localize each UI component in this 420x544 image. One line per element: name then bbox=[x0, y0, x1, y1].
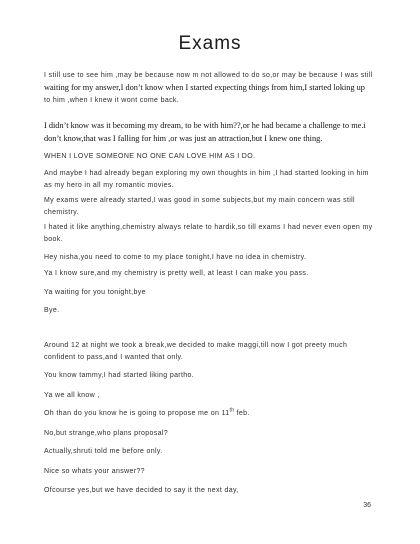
text-line: My exams were already started,I was good in some subjects,but my main concern was still bbox=[44, 197, 355, 204]
paragraph bbox=[44, 222, 380, 246]
text-line: don’t know,that was I falling for him ,or was just an attraction,but I knew one thing. bbox=[44, 133, 323, 143]
text-line: Bye. bbox=[44, 307, 60, 314]
text-line: Ofcourse yes,but we have decided to say it the next day, bbox=[44, 487, 239, 494]
line-tail: feb. bbox=[234, 410, 250, 417]
paragraph bbox=[44, 70, 380, 107]
text-line: confident to pass,and I wanted that only. bbox=[44, 354, 184, 361]
paragraph bbox=[44, 428, 380, 440]
text-line: book. bbox=[44, 236, 63, 243]
text-line: Actually,shruti told me before only. bbox=[44, 448, 163, 455]
paragraph bbox=[44, 195, 380, 219]
paragraph bbox=[44, 151, 380, 163]
text-line: No,but strange,who plans proposal? bbox=[44, 430, 168, 437]
paragraph bbox=[44, 446, 380, 458]
text-line: WHEN I LOVE SOMEONE NO ONE CAN LOVE HIM AS I DO. bbox=[44, 153, 256, 160]
text-line: to him ,when I knew it wont come back. bbox=[44, 96, 180, 104]
paragraph bbox=[44, 390, 380, 402]
paragraph bbox=[44, 340, 380, 364]
text-line: I still use to see him ,may be because now m not allowed to do so,or may be because I was still bbox=[44, 72, 373, 79]
paragraph bbox=[44, 485, 380, 497]
ordinal-suffix: th bbox=[229, 407, 235, 414]
text-line bbox=[44, 408, 380, 420]
text-line: chemistry. bbox=[44, 209, 79, 216]
paragraph bbox=[44, 287, 380, 299]
paragraph bbox=[44, 370, 380, 382]
text-line: And maybe I had already began exploring my own thoughts in him ,I had started looking in him bbox=[44, 170, 369, 177]
text-line: Ya we all know , bbox=[44, 392, 100, 399]
line-text: Oh than do you know he is going to propose me on 11 bbox=[44, 410, 230, 417]
paragraph bbox=[44, 252, 380, 264]
page-number: 36 bbox=[363, 502, 371, 509]
paragraph bbox=[44, 466, 380, 478]
text-line: Ya I know sure,and my chemistry is pretty well, at least I can make you pass. bbox=[44, 270, 309, 277]
chapter-title: Exams bbox=[178, 33, 242, 54]
paragraph bbox=[44, 408, 380, 420]
text-line: I didn’t know was it becoming my dream, to be with him??,or he had became a challenge to me.i bbox=[44, 121, 366, 130]
text-line: Around 12 at night we took a break,we decided to make maggi,till now I got preety much bbox=[44, 342, 348, 349]
text-line: waiting for my answer,I don’t know when I started expecting things from him,I started loking up bbox=[44, 83, 365, 92]
paragraph bbox=[44, 268, 380, 280]
text-line: Ya waiting for you tonight,bye bbox=[44, 289, 146, 296]
text-line: as my hero in all my romantic movies. bbox=[44, 182, 175, 189]
text-line: You know tammy,I had started liking partho. bbox=[44, 372, 195, 379]
paragraph bbox=[44, 168, 380, 192]
text-line: Nice so whats your answer?? bbox=[44, 468, 145, 475]
text-line: Hey nisha,you need to come to my place tonight,I have no idea in chemistry. bbox=[44, 254, 307, 261]
paragraph bbox=[44, 120, 380, 145]
paragraph bbox=[44, 305, 380, 317]
text-line: I hated it like anything,chemistry always relate to hardik,so till exams I had never even open my bbox=[44, 224, 373, 231]
